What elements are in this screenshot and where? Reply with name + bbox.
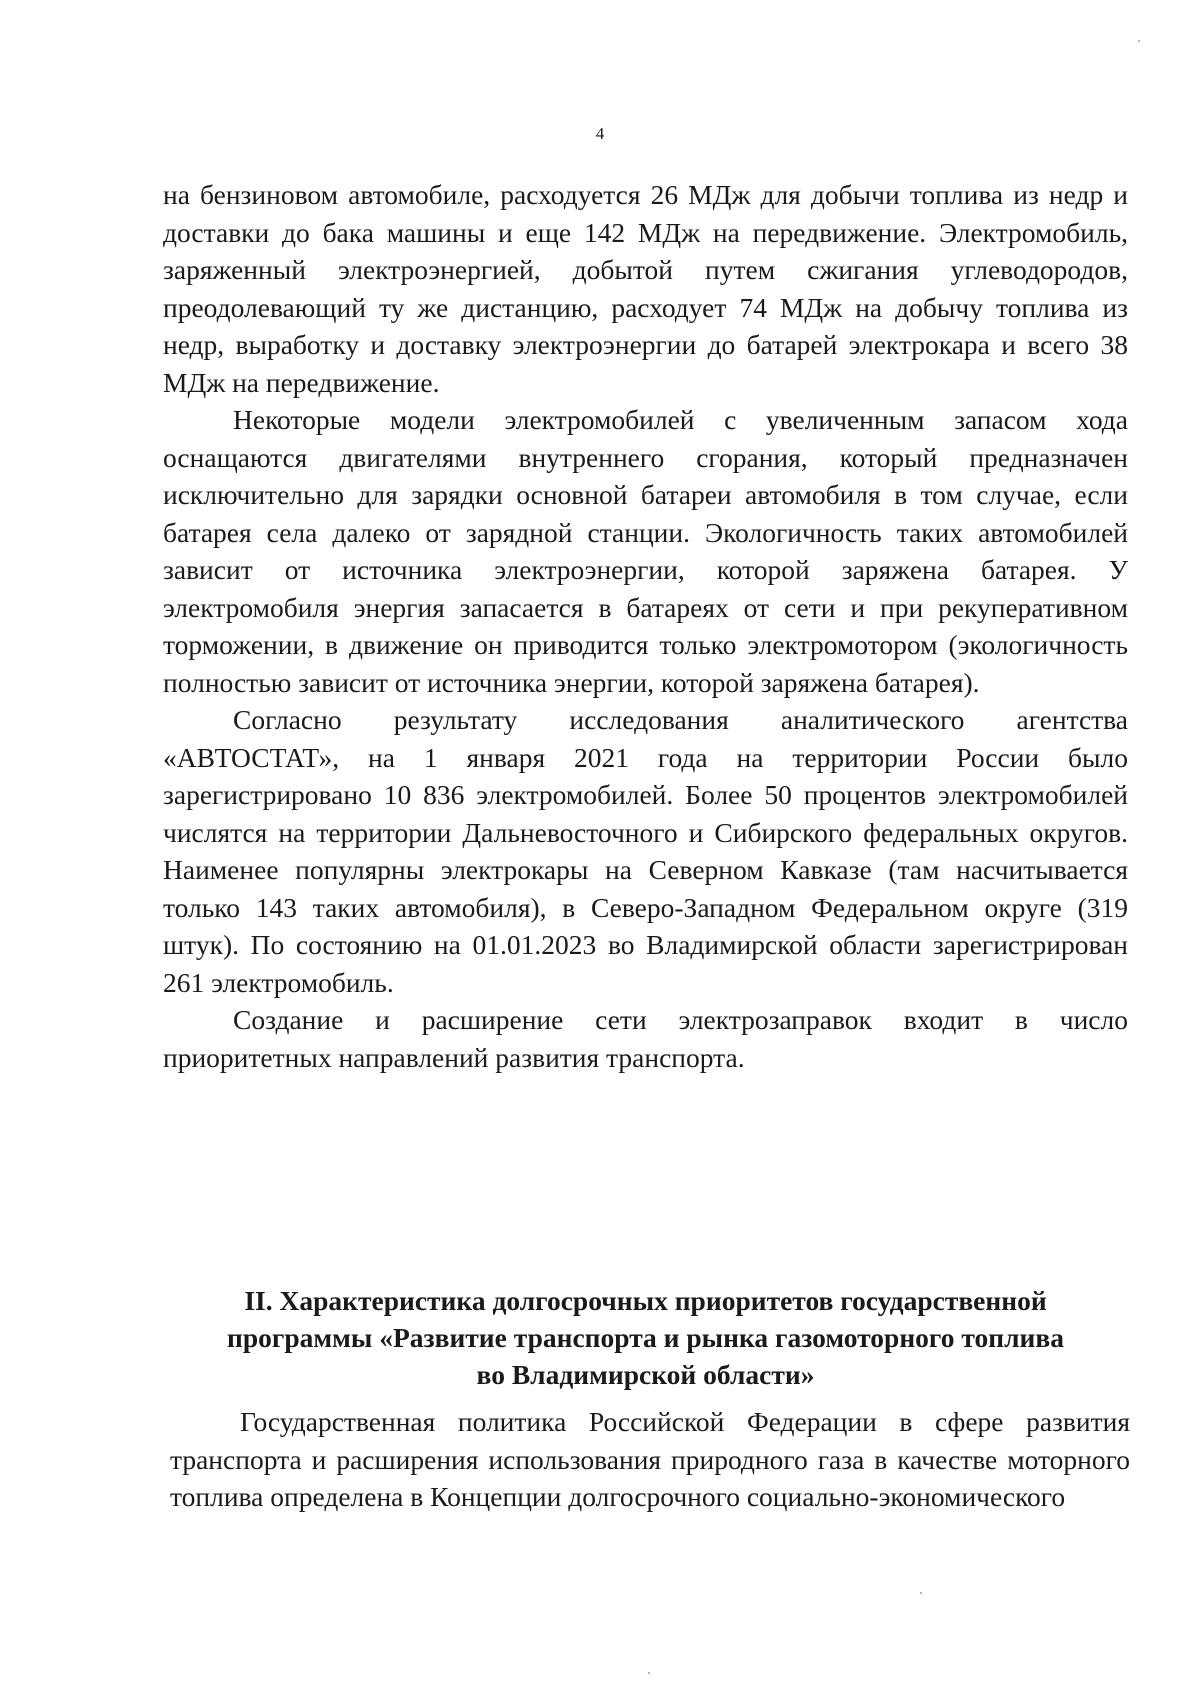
paragraph-charging-network: Создание и расширение сети электрозаправок входит в число приоритетных направлений развития транспорта. <box>163 1004 1128 1073</box>
scan-speck <box>920 1592 922 1594</box>
page-number: 4 <box>595 124 605 143</box>
paragraph-autostat-statistics: Согласно результату исследования аналитического агентства «АВТОСТАТ», на 1 января 2021 года на территории России было зарегистрировано 10 836 электромобилей. Более 50 процентов электромобилей числятся на территории Дальневосточного и Сибирского федеральных округов. Наименее популярны электрокары на Северном Кавказе (там насчитывается только 143 таких автомобиля), в Северо-Западном Федеральном округе (319 штук). По состоянию на 01.01.2023 во Владимирской области зарегистрирован 261 электромобиль. <box>163 704 1128 998</box>
section-heading-line: II. Характеристика долгосрочных приоритетов государственной <box>244 1285 1047 1316</box>
scan-speck <box>648 1672 650 1674</box>
section-heading-line: во Владимирской области» <box>476 1359 815 1390</box>
paragraph-energy-consumption: на бензиновом автомобиле, расходуется 26 МДж для добычи топлива из недр и доставки до бака машины и еще 142 МДж на передвижение. Электромобиль, заряженный электроэнергией, добытой путем сжигания углеводородов, преодолевающий ту же дистанцию, расходует 74 МДж на добычу топлива из недр, выработку и доставку электроэнергии до батарей электрокара и всего 38 МДж на передвижение. <box>163 179 1128 398</box>
section-heading <box>163 1282 1128 1393</box>
paragraph-state-policy: Государственная политика Российской Федерации в сфере развития транспорта и расширения использования природного газа в качестве моторного топлива определена в Концепции долгосрочного социально-экономического <box>170 1406 1130 1512</box>
section-heading-line: программы «Развитие транспорта и рынка газомоторного топлива <box>227 1322 1064 1353</box>
paragraph-range-extender: Некоторые модели электромобилей с увеличенным запасом хода оснащаются двигателями внутреннего сгорания, который предназначен исключительно для зарядки основной батареи автомобиля в том случае, если батарея села далеко от зарядной станции. Экологичность таких автомобилей зависит от источника электроэнергии, которой заряжена батарея. У электромобиля энергия запасается в батареях от сети и при рекуперативном торможении, в движение он приводится только электромотором (экологичность полностью зависит от источника энергии, которой заряжена батарея). <box>163 404 1128 698</box>
body-text <box>163 176 1128 1076</box>
section-body-text <box>170 1403 1130 1516</box>
scan-speck <box>1138 40 1140 42</box>
